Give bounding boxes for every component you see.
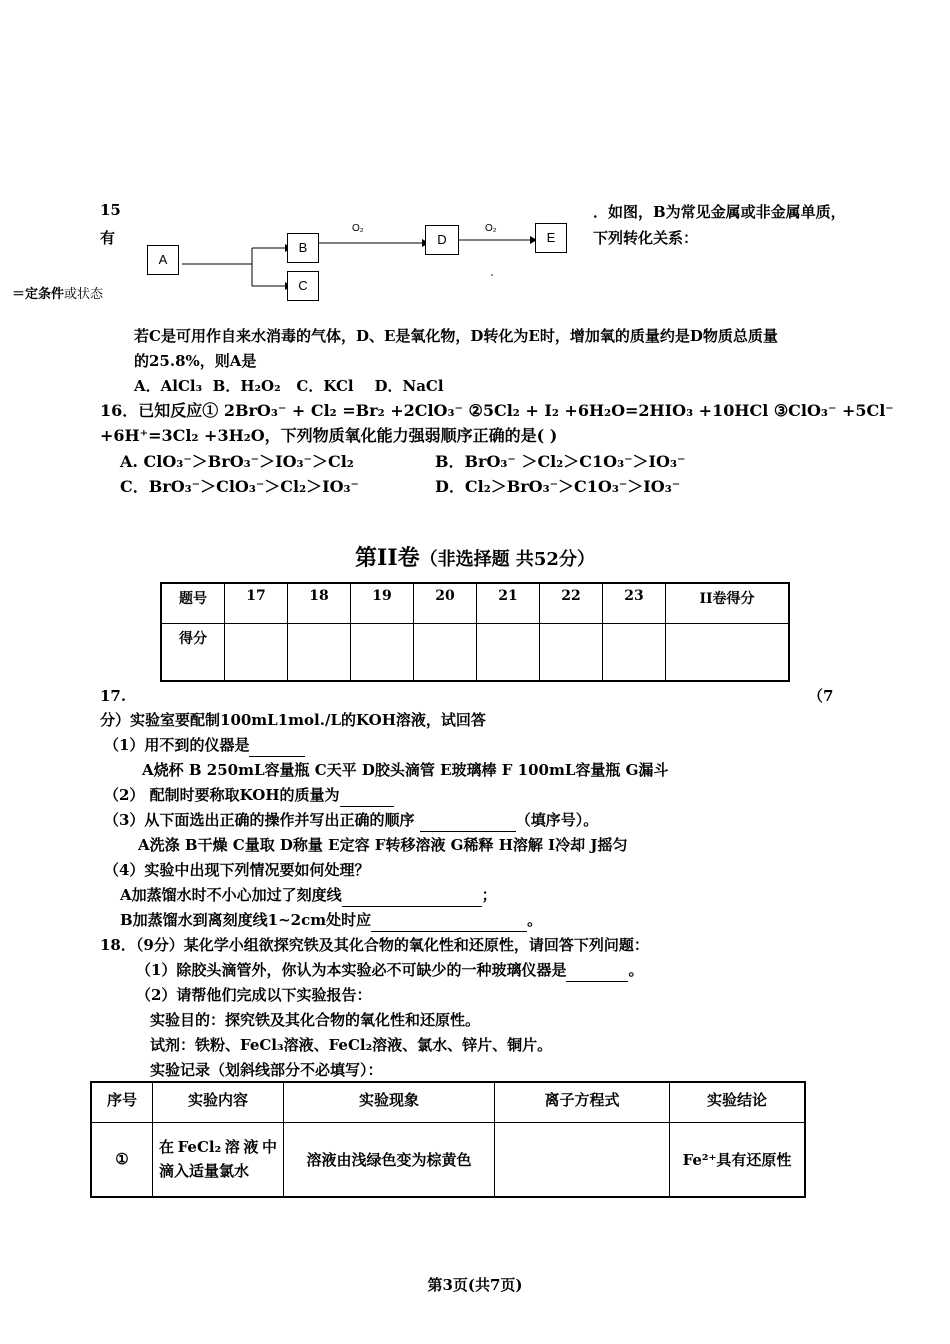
q17-part-3-blank[interactable] xyxy=(420,831,516,832)
q17-part-4a-tail: ； xyxy=(481,886,497,904)
section-subtitle: （非选择题 共52分） xyxy=(419,549,595,570)
diagram-label-o2-1: O₂ xyxy=(352,223,364,234)
q17-part-4b xyxy=(120,908,542,932)
q15-stem-2: 的25.8%，则A是 xyxy=(134,352,257,370)
exp-row-no: ① xyxy=(91,1122,153,1197)
q17-part-4a-blank[interactable] xyxy=(342,906,482,907)
q17-part-4a xyxy=(120,883,497,907)
q16-option-c: C．BrO₃⁻＞ClO₃⁻＞Cl₂＞IO₃⁻ xyxy=(120,477,359,496)
score-header-cell: 17 xyxy=(225,583,288,623)
q15-options xyxy=(134,374,444,398)
section-title: 第II卷 xyxy=(355,545,420,571)
q17-part-1-text: （1）用不到的仪器是 xyxy=(104,736,250,754)
q18-part-1 xyxy=(136,958,643,982)
q17-part-1-blank[interactable] xyxy=(249,756,305,757)
score-cell[interactable] xyxy=(288,623,351,681)
score-header-cell: 18 xyxy=(288,583,351,623)
exp-header-cell: 实验现象 xyxy=(284,1082,495,1122)
q17-part-1-items: A烧杯 B 250mL容量瓶 C天平 D胶头滴管 E玻璃棒 F 100mL容量瓶 G漏斗 xyxy=(142,761,669,779)
q18-line-1: 18．（9分）某化学小组欲探究铁及其化合物的氧化性和还原性，请回答下列问题： xyxy=(100,936,649,954)
q17-part-3-tail: （填序号）。 xyxy=(515,811,599,829)
q17-part-1 xyxy=(104,733,305,757)
q17-part-2 xyxy=(104,783,394,807)
score-header-cell: 题号 xyxy=(161,583,225,623)
section-heading xyxy=(0,541,950,572)
q15-left-note-2: 或状态 xyxy=(64,287,104,302)
score-cell[interactable] xyxy=(351,623,414,681)
score-cell[interactable] xyxy=(666,623,790,681)
q18-record: 实验记录（划斜线部分不必填写）： xyxy=(150,1061,383,1079)
score-cell[interactable] xyxy=(414,623,477,681)
q17-part-3 xyxy=(104,808,598,832)
q17-part-2-blank[interactable] xyxy=(340,806,394,807)
q15-you: 有 xyxy=(100,229,116,247)
q15-side-text-1: ．如图，B为常见金属或非金属单质， xyxy=(593,203,846,221)
exp-row-phenomenon: 溶液由浅绿色变为棕黄色 xyxy=(284,1122,495,1197)
score-cell[interactable] xyxy=(603,623,666,681)
q15-left-note-1: ＝定条件 xyxy=(12,287,65,302)
q15-option-a: A．AlCl₃ xyxy=(134,377,203,395)
q16-line-2: +6H⁺=3Cl₂ +3H₂O，下列物质氧化能力强弱顺序正确的是( ) xyxy=(100,426,558,445)
q15-option-b: B．H₂O₂ xyxy=(212,377,281,395)
q16-line-1: 16．已知反应① 2BrO₃⁻ + Cl₂ =Br₂ +2ClO₃⁻ ②5Cl₂ + I₂ +6H₂O=2HIO₃ +10HCl ③ClO₃⁻ +5Cl⁻ xyxy=(100,401,894,420)
q15-option-c: C．KCl xyxy=(296,377,354,395)
exp-row-equation[interactable] xyxy=(495,1122,670,1197)
q18-goal: 实验目的：探究铁及其化合物的氧化性和还原性。 xyxy=(150,1011,481,1029)
score-header-cell: 19 xyxy=(351,583,414,623)
score-header-cell: 20 xyxy=(414,583,477,623)
q17-part-3-items: A洗涤 B干燥 C量取 D称量 E定容 F转移溶液 G稀释 H溶解 I冷却 J摇匀 xyxy=(138,836,628,854)
score-header-cell: 21 xyxy=(477,583,540,623)
q18-part-1-tail: 。 xyxy=(628,961,644,979)
exp-row-content: 在FeCl₂溶液中滴入适量氯水 xyxy=(153,1122,284,1197)
q15-stem-1: 若C是可用作自来水消毒的气体，D、E是氧化物，D转化为E时，增加氧的质量约是D物质总质量 xyxy=(134,327,778,345)
q17-points: （7 xyxy=(808,687,834,705)
q15-option-d: D．NaCl xyxy=(374,377,444,395)
diagram-box-a: A xyxy=(147,245,179,275)
q18-part-1-text: （1）除胶头滴管外，你认为本实验必不可缺少的一种玻璃仪器是 xyxy=(136,961,567,979)
q16-option-b: B．BrO₃⁻ ＞Cl₂＞C1O₃⁻＞IO₃⁻ xyxy=(435,452,686,471)
score-cell[interactable] xyxy=(225,623,288,681)
exp-header-cell: 离子方程式 xyxy=(495,1082,670,1122)
score-cell[interactable] xyxy=(477,623,540,681)
score-header-cell: II卷得分 xyxy=(666,583,790,623)
q15-left-note xyxy=(12,283,103,302)
diagram-box-e: E xyxy=(535,223,567,253)
experiment-table xyxy=(90,1081,806,1198)
q16-option-d: D．Cl₂＞BrO₃⁻＞C1O₃⁻＞IO₃⁻ xyxy=(435,477,681,496)
diagram-box-c: C xyxy=(287,271,319,301)
q16-option-a: A. ClO₃⁻＞BrO₃⁻＞IO₃⁻＞Cl₂ xyxy=(120,452,354,471)
score-table xyxy=(160,582,790,682)
q15-side-text-2: 下列转化关系： xyxy=(593,229,699,247)
diagram-box-b: B xyxy=(287,233,319,263)
page-footer: 第3页(共7页) xyxy=(427,1276,523,1294)
q17-part-4a-text: A加蒸馏水时不小心加过了刻度线 xyxy=(120,886,342,904)
exp-row-conclusion: Fe²⁺具有还原性 xyxy=(670,1122,806,1197)
score-header-cell: 23 xyxy=(603,583,666,623)
q18-part-1-blank[interactable] xyxy=(566,981,628,982)
q17-part-3-text: （3）从下面选出正确的操作并写出正确的顺序 xyxy=(104,811,415,829)
score-row-label: 得分 xyxy=(161,623,225,681)
q17-part-4b-tail: 。 xyxy=(527,911,543,929)
score-cell[interactable] xyxy=(540,623,603,681)
q17-line-1: 分）实验室要配制100mL1mol./L的KOH溶液，试回答 xyxy=(100,711,486,729)
q17-part-4: （4）实验中出现下列情况要如何处理？ xyxy=(104,861,370,879)
q17-part-4b-blank[interactable] xyxy=(371,931,527,932)
diagram-box-d: D xyxy=(425,225,459,255)
exp-header-cell: 序号 xyxy=(91,1082,153,1122)
q17-part-2-text: （2） 配制时要称取KOH的质量为 xyxy=(104,786,340,804)
q18-part-2: （2）请帮他们完成以下实验报告： xyxy=(136,986,372,1004)
diagram-label-o2-2: O₂ xyxy=(485,223,497,234)
q17-part-4b-text: B加蒸馏水到离刻度线1~2cm处时应 xyxy=(120,911,372,929)
exp-header-cell: 实验结论 xyxy=(670,1082,806,1122)
q17-number: 17. xyxy=(100,687,127,705)
q18-reagents: 试剂：铁粉、FeCl₃溶液、FeCl₂溶液、氯水、锌片、铜片。 xyxy=(150,1036,553,1054)
exp-header-cell: 实验内容 xyxy=(153,1082,284,1122)
score-header-cell: 22 xyxy=(540,583,603,623)
q15-number: 15 xyxy=(100,201,121,219)
